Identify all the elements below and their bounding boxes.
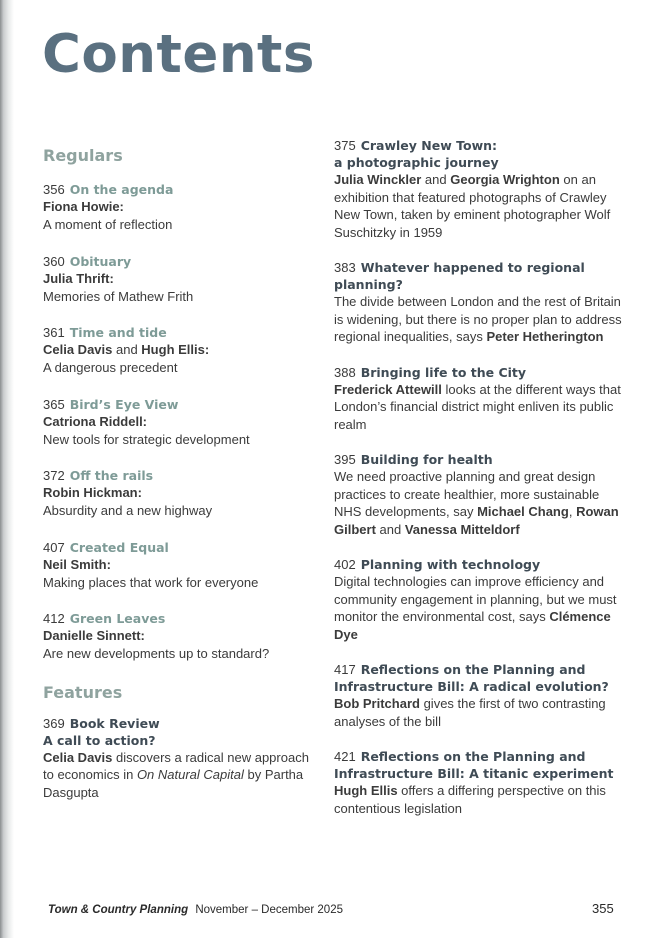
page-number: 421 xyxy=(334,749,356,764)
description-text: The divide between London and the rest of Britain is widening, but there is no proper plan to address regional inequalities, says xyxy=(334,294,622,344)
entry-title: Building for health xyxy=(360,452,493,467)
entry-title: Reflections on the Planning and xyxy=(360,662,586,677)
entry-title-continued: planning? xyxy=(334,277,403,292)
author-joiner: and xyxy=(112,342,142,357)
author-name: Julia Winckler xyxy=(334,172,422,187)
toc-entry[interactable] xyxy=(43,181,313,234)
page-number: 412 xyxy=(43,611,65,626)
entry-title: Obituary xyxy=(69,253,132,269)
description-text: by Partha Dasgupta xyxy=(43,767,304,800)
entry-subtitle: A moment of reflection xyxy=(43,217,173,232)
page-number: 360 xyxy=(43,253,65,269)
entry-author: Neil Smith: xyxy=(43,556,111,572)
page-number: 383 xyxy=(334,260,356,275)
entry-title-continued: Infrastructure Bill: A radical evolution? xyxy=(334,679,609,694)
toc-entry[interactable] xyxy=(43,610,313,663)
author-name: Rowan Gilbert xyxy=(334,504,619,537)
toc-entry[interactable] xyxy=(43,467,313,520)
toc-entry[interactable] xyxy=(334,661,624,730)
entry-author: Danielle Sinnett: xyxy=(43,628,145,643)
author-name: Hugh Ellis: xyxy=(141,342,210,357)
toc-entry[interactable] xyxy=(334,748,624,817)
entry-title: Book Review xyxy=(69,715,160,731)
toc-entry[interactable] xyxy=(43,324,313,377)
page-number: 361 xyxy=(43,325,65,340)
description-text: offers a differing perspective on this contentious legislation xyxy=(334,783,606,816)
page-spine-shadow xyxy=(0,0,14,938)
author-name: Michael Chang xyxy=(477,504,569,519)
entry-author: Julia Thrift: xyxy=(43,270,114,286)
entry-subtitle: Memories of Mathew Frith xyxy=(43,288,194,304)
entry-author: Robin Hickman: xyxy=(43,485,142,500)
toc-entry[interactable] xyxy=(334,364,624,434)
entry-description xyxy=(334,695,624,730)
entry-title: Time and tide xyxy=(69,325,167,340)
page-number: 407 xyxy=(43,539,65,555)
author-name: Clémence Dye xyxy=(334,609,611,642)
toc-entry[interactable] xyxy=(334,556,624,643)
description-text: gives the first of two contrasting analyses of the bill xyxy=(334,696,606,729)
entry-description xyxy=(334,171,624,241)
page-number: 395 xyxy=(334,452,356,467)
page-title: Contents xyxy=(42,24,315,85)
entry-description xyxy=(43,749,313,802)
entry-title: Reflections on the Planning and xyxy=(360,749,586,764)
entry-title: Bringing life to the City xyxy=(360,364,527,380)
entry-subtitle: New tools for strategic development xyxy=(43,431,250,447)
entry-title-continued: Infrastructure Bill: A titanic experiment xyxy=(334,766,614,781)
entry-title: Green Leaves xyxy=(69,611,166,626)
author-name: Frederick Attewill xyxy=(334,381,442,397)
section-heading-features: Features xyxy=(43,682,123,702)
left-column xyxy=(43,146,313,820)
description-text: , xyxy=(568,504,577,519)
toc-entry[interactable] xyxy=(334,259,624,346)
entry-author: Catriona Riddell: xyxy=(43,413,148,429)
section-heading-regulars: Regulars xyxy=(43,146,123,165)
page-number: 369 xyxy=(43,715,65,731)
right-column xyxy=(334,137,624,835)
toc-entry[interactable] xyxy=(43,396,313,449)
description-text: and xyxy=(375,521,405,537)
toc-entry-book-review[interactable] xyxy=(43,715,313,802)
author-name: Celia Davis xyxy=(43,749,113,765)
book-title: On Natural Capital xyxy=(136,767,244,782)
entry-description xyxy=(334,293,624,346)
page-number: 375 xyxy=(334,138,356,153)
toc-entry[interactable] xyxy=(334,451,624,538)
entry-title: Planning with technology xyxy=(360,557,541,572)
issue-date: November – December 2025 xyxy=(195,904,343,916)
entry-title: Off the rails xyxy=(69,468,154,483)
entry-title-continued: a photographic journey xyxy=(334,155,499,170)
author-name: Peter Hetherington xyxy=(486,329,604,344)
entry-title: On the agenda xyxy=(69,182,174,197)
page-number: 356 xyxy=(43,182,65,197)
entry-subtitle: Are new developments up to standard? xyxy=(43,646,270,661)
description-text: and xyxy=(421,172,451,187)
entry-author: Fiona Howie: xyxy=(43,199,124,214)
toc-entry[interactable] xyxy=(334,137,624,241)
author-name: Hugh Ellis xyxy=(334,783,398,798)
entry-title: Crawley New Town: xyxy=(360,138,498,153)
page-number: 365 xyxy=(43,396,65,412)
entry-title: Bird’s Eye View xyxy=(69,396,179,412)
entry-description xyxy=(334,468,624,538)
page-number: 417 xyxy=(334,662,356,677)
entry-authors xyxy=(43,341,313,359)
entry-subtitle: A dangerous precedent xyxy=(43,360,178,375)
description-text: discovers a radical new approach to economics in xyxy=(43,749,309,782)
description-text: looks at the different ways that London’s financial district might enliven its public realm xyxy=(334,381,621,432)
entry-title: Whatever happened to regional xyxy=(360,260,585,275)
entry-description xyxy=(334,381,624,434)
page-number: 372 xyxy=(43,468,65,483)
entry-title: Created Equal xyxy=(69,539,169,555)
author-name: Bob Pritchard xyxy=(334,696,420,711)
description-text: on an exhibition that featured photographs of Crawley New Town, taken by eminent photographer Wolf Suschitzky in 1959 xyxy=(334,172,611,240)
entry-description xyxy=(334,782,624,817)
entry-subtitle: Making places that work for everyone xyxy=(43,574,259,590)
magazine-name: Town & Country Planning xyxy=(48,904,189,916)
entry-subtitle: A call to action? xyxy=(43,732,156,748)
author-name: Georgia Wrighton xyxy=(450,172,560,187)
author-name: Vanessa Mitteldorf xyxy=(404,521,520,537)
footer-page-number: 355 xyxy=(592,901,614,916)
footer-issue-info xyxy=(48,904,343,916)
page-number: 388 xyxy=(334,364,356,380)
page-number: 402 xyxy=(334,557,356,572)
description-text: Digital technologies can improve efficiency and community engagement in planning, but we must monitor the environmental cost, says xyxy=(334,574,617,624)
toc-entry[interactable] xyxy=(43,253,313,306)
description-text: We need proactive planning and great design practices to create healthier, more sustainable NHS developments, say xyxy=(334,469,600,519)
author-name: Celia Davis xyxy=(43,342,113,357)
entry-description xyxy=(334,573,624,643)
toc-entry[interactable] xyxy=(43,539,313,592)
entry-subtitle: Absurdity and a new highway xyxy=(43,503,213,518)
